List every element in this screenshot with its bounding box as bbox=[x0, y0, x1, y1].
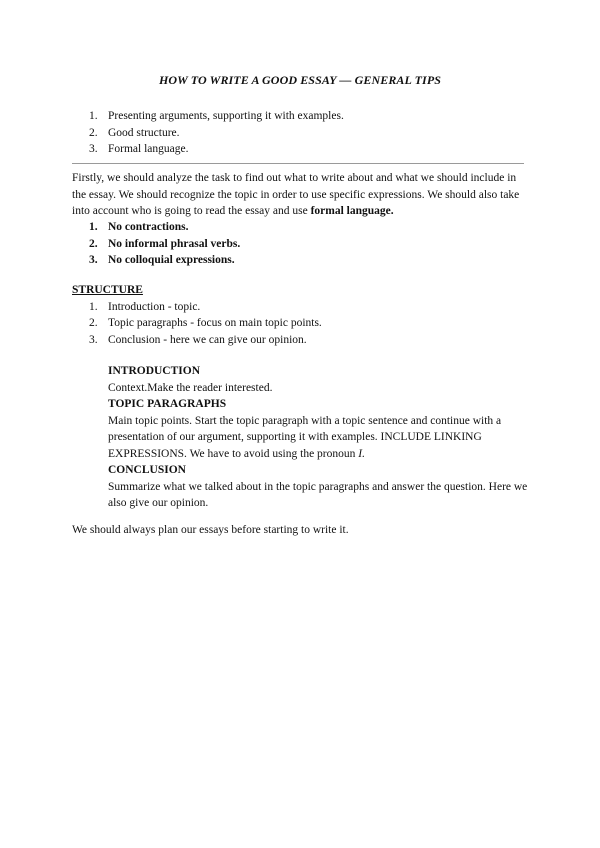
tips-list bbox=[72, 108, 530, 158]
intro-paragraph: Firstly, we should analyze the task to find out what to write about and what we should include in the essay. We should recognize the topic in order to use specific expressions. We should also take into account who is going to read the essay and use formal language. bbox=[72, 172, 520, 217]
closing-line: We should always plan our essays before starting to write it. bbox=[72, 524, 349, 536]
list-item: 1. Presenting arguments, supporting it with examples. bbox=[89, 110, 344, 122]
structure-section bbox=[72, 282, 530, 348]
list-item: 2. Topic paragraphs - focus on main topic points. bbox=[89, 317, 322, 329]
conclusion-heading: CONCLUSION bbox=[108, 464, 186, 476]
horizontal-divider bbox=[72, 163, 524, 164]
list-item: 2. Good structure. bbox=[89, 126, 180, 139]
list-item: 2. No informal phrasal verbs. bbox=[89, 237, 241, 250]
list-item: 1. No contractions. bbox=[89, 221, 189, 233]
list-item: 1. Introduction - topic. bbox=[89, 300, 201, 313]
sections-block bbox=[108, 363, 528, 512]
introduction-heading: INTRODUCTION bbox=[108, 365, 201, 377]
list-item: 3. Formal language. bbox=[89, 143, 189, 155]
conclusion-body: Summarize what we talked about in the topic paragraphs and answer the question. Here we also give our opinion. bbox=[108, 480, 528, 509]
topic-paragraphs-body: Main topic points. Start the topic paragraph with a topic sentence and continue with a presentation of our argument, supporting it with examples. INCLUDE LINKING EXPRESSIONS. We have to avoid using the pronoun I. bbox=[108, 414, 502, 460]
document-title: HOW TO WRITE A GOOD ESSAY — GENERAL TIPS bbox=[158, 73, 442, 87]
list-item: 3. Conclusion - here we can give our opinion. bbox=[89, 333, 307, 346]
topic-paragraphs-heading: TOPIC PARAGRAPHS bbox=[108, 398, 227, 410]
introduction-body: Context.Make the reader interested. bbox=[108, 381, 273, 394]
formal-rules-list bbox=[72, 219, 530, 269]
structure-heading: STRUCTURE bbox=[72, 284, 143, 296]
list-item: 3. No colloquial expressions. bbox=[89, 254, 235, 266]
